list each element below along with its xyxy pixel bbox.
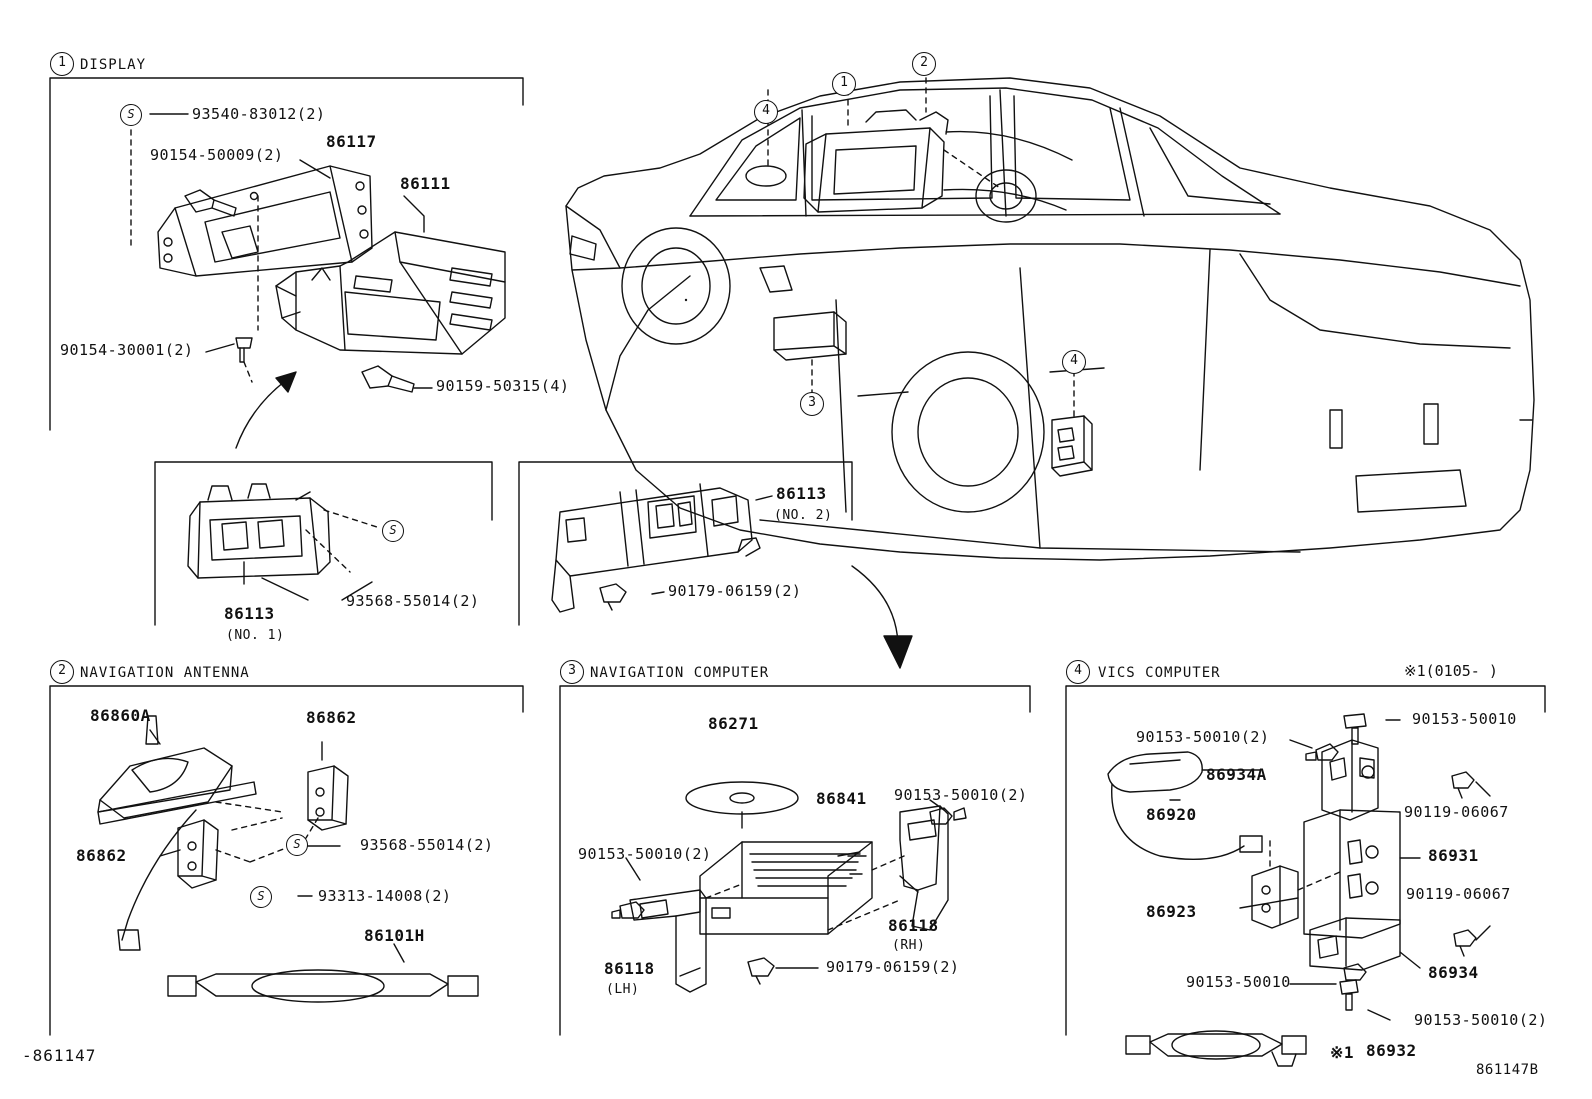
section-number-2: 2 [50,660,74,684]
label-86920: 86920 [1146,805,1197,824]
label-86271: 86271 [708,714,759,733]
label-86932: 86932 [1366,1041,1417,1060]
label-86932-note: ※1 [1330,1043,1355,1062]
section-number-3: 3 [560,660,584,684]
s-badge-antenna-clip-1: S [286,834,308,856]
label-86113-no2-sub: (NO. 2) [774,508,833,523]
label-90154-30001: 90154-30001(2) [60,341,194,359]
label-86934A: 86934A [1206,765,1267,784]
label-86118-rh-sub: (RH) [892,938,926,953]
label-86862-right: 86862 [306,708,357,727]
footer-right-code: 861147B [1476,1062,1539,1078]
car-callout-3: 3 [800,392,824,416]
label-86118-rh: 86118 [888,916,939,935]
label-86934: 86934 [1428,963,1479,982]
label-86841: 86841 [816,789,867,808]
label-86118-lh: 86118 [604,959,655,978]
label-86923: 86923 [1146,902,1197,921]
label-90153-50010-tl: 90153-50010(2) [1136,728,1270,746]
label-86101H: 86101H [364,926,425,945]
label-90119-06067-top: 90119-06067 [1404,803,1509,821]
section-title-display: DISPLAY [80,57,147,73]
section-4-note: ※1(0105- ) [1404,662,1498,680]
label-90153-50010-left: 90153-50010(2) [578,845,712,863]
label-93313-14008: 93313-14008(2) [318,887,452,905]
label-90153-50010-b2: 90153-50010(2) [1414,1011,1548,1029]
label-90153-50010-bl: 90153-50010 [1186,973,1291,991]
car-callout-1: 1 [832,72,856,96]
car-callout-2: 2 [912,52,936,76]
label-86860A: 86860A [90,706,151,725]
label-86117: 86117 [326,132,377,151]
label-90159-50315: 90159-50315(4) [436,377,570,395]
label-86113-no1: 86113 [224,604,275,623]
s-badge-display-screw: S [120,104,142,126]
label-90179-06159-no2: 90179-06159(2) [668,582,802,600]
label-93568-55014-antenna: 93568-55014(2) [360,836,494,854]
s-badge-clip-no1: S [382,520,404,542]
footer-left-code: -861147 [22,1046,97,1065]
label-86111: 86111 [400,174,451,193]
label-86931: 86931 [1428,846,1479,865]
label-86862-left: 86862 [76,846,127,865]
label-93568-55014-no1: 93568-55014(2) [346,592,480,610]
section-title-navigation-computer: NAVIGATION COMPUTER [590,665,770,681]
section-title-vics-computer: VICS COMPUTER [1098,665,1221,681]
label-86118-lh-sub: (LH) [606,982,640,997]
car-callout-4-rear: 4 [1062,350,1086,374]
label-90153-50010-tr: 90153-50010 [1412,710,1517,728]
label-90153-50010-right: 90153-50010(2) [894,786,1028,804]
label-90154-50009: 90154-50009(2) [150,146,284,164]
label-90119-06067-bottom: 90119-06067 [1406,885,1511,903]
car-callout-4-front: 4 [754,100,778,124]
label-90179-06159-nav: 90179-06159(2) [826,958,960,976]
section-number-4: 4 [1066,660,1090,684]
section-number-1: 1 [50,52,74,76]
label-86113-no1-sub: (NO. 1) [226,628,285,643]
s-badge-antenna-clip-2: S [250,886,272,908]
section-title-navigation-antenna: NAVIGATION ANTENNA [80,665,250,681]
label-86113-no2: 86113 [776,484,827,503]
label-93540-83012: 93540-83012(2) [192,105,326,123]
